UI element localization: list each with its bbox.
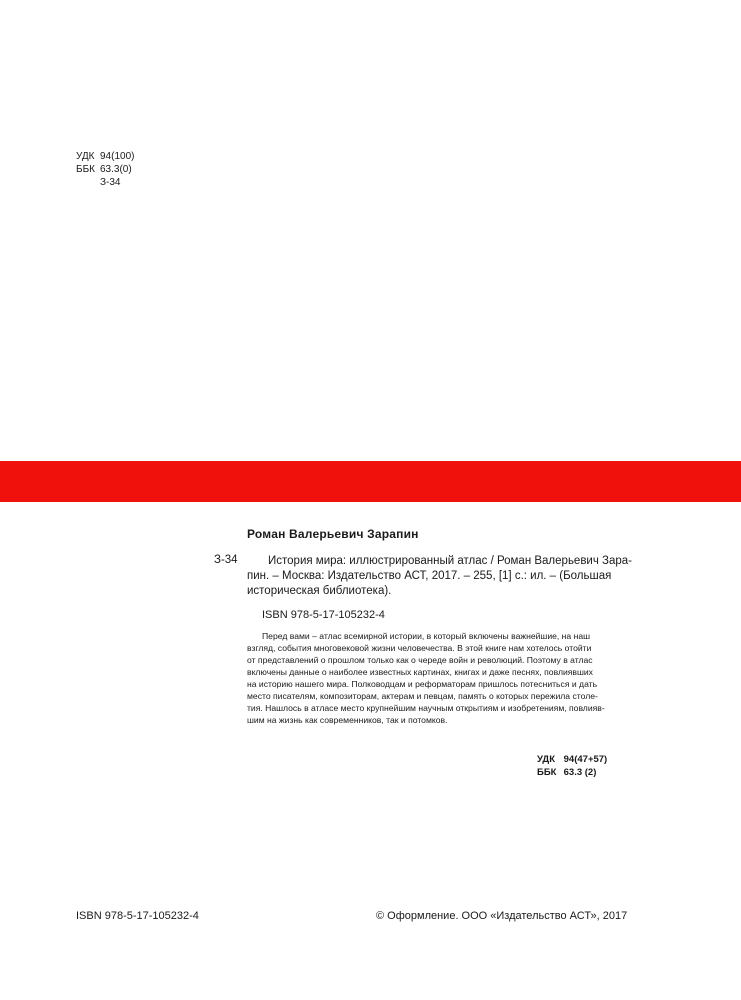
- biblio-line: пин. – Москва: Издательство АСТ, 2017. – 255, [1] с.: ил. – (Большая: [247, 570, 612, 582]
- copyright-notice: © Оформление. ООО «Издательство АСТ», 2017: [376, 910, 628, 922]
- udk-row: [76, 150, 134, 163]
- abstract-line: на историю нашего мира. Полководцам и реформаторам пришлось потесниться и дать: [247, 679, 598, 689]
- catalog-udk-label: УДК: [537, 754, 555, 765]
- catalog-udk-value: 94(47+57): [563, 754, 608, 765]
- bbk-value: 63.3(0): [100, 164, 132, 175]
- catalog-author-mark: З-34: [214, 554, 238, 566]
- abstract-line: от представлений о прошлом только как о череде войн и революций. Поэтому в атлас: [247, 655, 593, 665]
- catalog-author: Роман Валерьевич Зарапин: [247, 527, 419, 541]
- biblio-line: историческая библиотека).: [247, 585, 392, 597]
- biblio-line: История мира: иллюстрированный атлас / Роман Валерьевич Зара-: [268, 555, 633, 567]
- abstract-line: взгляд, события многовековой жизни человечества. В этой книге нам хотелось отойти: [247, 643, 592, 653]
- catalog-bbk-row: [537, 766, 607, 779]
- top-classification: [76, 150, 134, 189]
- red-band: [0, 461, 741, 502]
- abstract-line: Перед вами – атлас всемирной истории, в который включены важнейшие, на наш: [262, 631, 591, 641]
- udk-label: УДК: [76, 151, 95, 162]
- catalog-isbn: ISBN 978-5-17-105232-4: [262, 609, 385, 621]
- abstract: [247, 630, 617, 726]
- bbk-label: ББК: [76, 164, 95, 175]
- catalog-bbk-label: ББК: [537, 767, 557, 778]
- abstract-line: тия. Нашлось в атласе место крупнейшим научным открытиям и изобретениям, повлияв-: [247, 703, 605, 713]
- catalog-classification: [537, 753, 607, 779]
- abstract-line: шим на жизнь как современников, так и потомков.: [247, 715, 448, 725]
- abstract-line: место писателям, композиторам, актерам и певцам, память о которых пережила столе-: [247, 691, 598, 701]
- footer-isbn: ISBN 978-5-17-105232-4: [76, 910, 199, 922]
- catalog-bbk-value: 63.3 (2): [563, 767, 597, 778]
- bibliographic-description: [247, 554, 633, 599]
- udk-value: 94(100): [100, 151, 135, 162]
- catalog-udk-row: [537, 753, 607, 766]
- author-mark: З-34: [100, 177, 121, 188]
- abstract-line: включены данные о наиболее известных картинах, книгах и даже песнях, повлиявших: [247, 667, 593, 677]
- bbk-row: [76, 163, 134, 176]
